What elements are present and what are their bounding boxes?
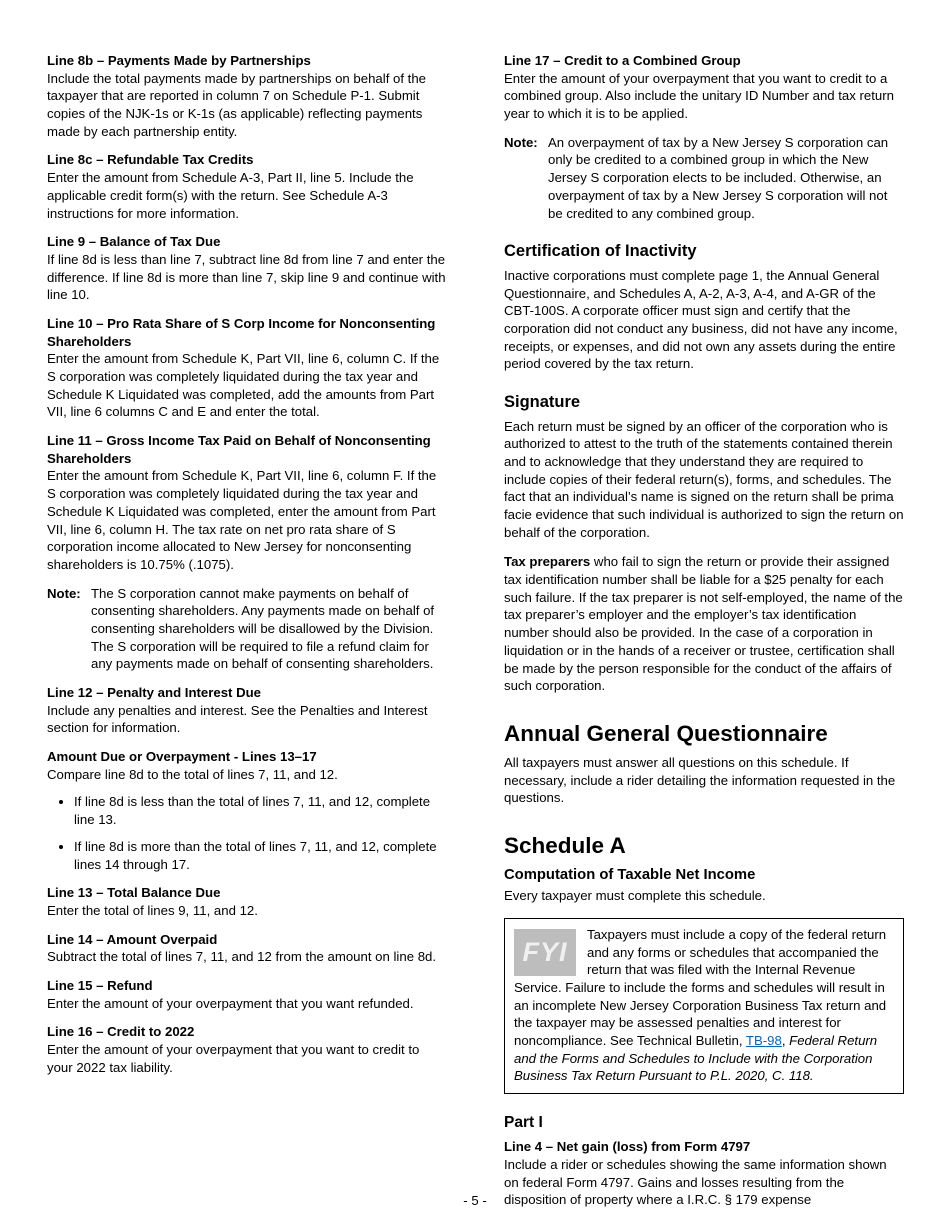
left-column	[47, 52, 447, 1209]
fyi-italic-title: Federal Return and the Forms and Schedules to Include with the Corporation Business Tax Return Pursuant to P.L. 2020, C. 118.	[514, 1032, 878, 1084]
tax-preparers-text: who fail to sign the return or provide their assigned tax identification number shall be liable for a $25 penalty for each such failure. If the tax preparer is not self-employed, the name of the tax preparer’s employer and the employer’s tax identification number should also be provided. In the case of a corporation in liquidation or in the hands of a receiver or trustee, certification shall be made by the person responsible for the conduct of the affairs of such corporation.	[504, 554, 903, 694]
heading-line-13: Line 13 – Total Balance Due	[47, 885, 221, 901]
heading-annual-general-questionnaire: Annual General Questionnaire	[504, 720, 828, 746]
heading-computation-taxable-net-income: Computation of Taxable Net Income	[504, 866, 756, 883]
bullet-item-less-than: • If line 8d is less than the total of lines 7, 11, and 12, complete line 13.	[74, 793, 447, 828]
heading-certification-of-inactivity: Certification of Inactivity	[504, 242, 697, 261]
note-label: Note:	[47, 585, 81, 601]
fyi-icon	[514, 929, 576, 976]
fyi-text-after-link: ,	[781, 1032, 790, 1048]
para-signature-1: Each return must be signed by an officer of the corporation who is authorized to attest to the truth of the statements contained therein and to acknowledge that they understand they are required to include copies of their federal return(s), forms, and schedules. The fact that an individual’s name is signed on the return shall be prima facie evidence that such individual is authorized to sign the return on behalf of the corporation.	[504, 418, 904, 540]
heading-line-15: Line 15 – Refund	[47, 977, 153, 993]
para-amount-due: Compare line 8d to the total of lines 7, 11, and 12.	[47, 766, 338, 782]
note-text: The S corporation cannot make payments on behalf of consenting shareholders. Any payments made on behalf of consenting shareholders will be disallowed by the Division. The S corporation will be required to file a refund claim for any payments made on behalf of consenting shareholders.	[91, 585, 435, 672]
para-line-12: Include any penalties and interest. See the Penalties and Interest section for information.	[47, 702, 428, 736]
heading-amount-due: Amount Due or Overpayment - Lines 13–17	[47, 749, 317, 765]
right-column	[504, 52, 904, 1209]
heading-schedule-a: Schedule A	[504, 832, 626, 858]
note-label: Note:	[504, 134, 538, 150]
heading-line-14: Line 14 – Amount Overpaid	[47, 931, 218, 947]
para-line-10: Enter the amount from Schedule K, Part VII, line 6, column C. If the S corporation was completely liquidated during the tax year and Schedule K Liquidated was completed, add the amounts from Part VII, line 6 columns C and E and enter the total.	[47, 351, 440, 420]
note-block-combined-group	[504, 134, 904, 222]
amount-due-bullet-list	[47, 793, 447, 873]
heading-part-1: Part I	[504, 1114, 543, 1132]
para-line-11: Enter the amount from Schedule K, Part VII, line 6, column F. If the S corporation was completely liquidated during the tax year and Schedule K Liquidated was completed, enter the amount from Part VII, line 6, column H. The tax rate on net pro rata share of S corporation income allocated to New Jersey for nonconsenting shareholders is 10.75% (.1075).	[47, 468, 437, 572]
para-certification: Inactive corporations must complete page 1, the Annual General Questionnaire, and Schedules A, A-2, A-3, A-4, and A-GR of the CBT-100S. A corporate officer must sign and certify that the corporation did not conduct any business, did not have any income, receipts, or expenses, and did not own any assets during the entire period covered by the tax return.	[504, 267, 898, 372]
note-text: An overpayment of tax by a New Jersey S corporation can only be credited to a combined group in which the New Jersey S corporation elects to be included. Otherwise, an overpayment of tax by a New Jersey S corporation will not be credited to any combined group.	[548, 134, 889, 221]
tax-preparers-lead: Tax preparers	[504, 554, 591, 570]
tb-98-link[interactable]: TB-98	[745, 1032, 782, 1048]
fyi-icon-label: FYI	[522, 937, 568, 968]
para-questionnaire: All taxpayers must answer all questions on this schedule. If necessary, include a rider detailing the information requested in the questions.	[504, 754, 896, 806]
heading-line-17: Line 17 – Credit to a Combined Group	[504, 53, 741, 68]
para-line-15: Enter the amount of your overpayment that you want refunded.	[47, 995, 414, 1011]
para-line-4: Include a rider or schedules showing the same information shown on federal Form 4797. Gains and losses resulting from the disposition of property where a I.R.C. § 179 expense	[504, 1156, 887, 1208]
heading-line-9: Line 9 – Balance of Tax Due	[47, 234, 221, 250]
fyi-text-before-link: Taxpayers must include a copy of the federal return and any forms or schedules that accompanied the return that was filed with the Internal Revenue Service. Failure to include the forms and schedules will result in an incomplete New Jersey Corporation Business Tax return and the taxpayer may be assessed penalties and interest for noncompliance. See Technical Bulletin,	[514, 926, 887, 1048]
heading-line-8c: Line 8c – Refundable Tax Credits	[47, 152, 254, 168]
page-number: - 5 -	[463, 1193, 487, 1208]
para-tax-preparers	[504, 553, 904, 695]
note-block-nonconsenting	[47, 585, 447, 673]
para-line-17: Enter the amount of your overpayment that you want to credit to a combined group. Also include the unitary ID Number and tax return year to which it is to be applied.	[504, 70, 894, 122]
heading-line-11: Line 11 – Gross Income Tax Paid on Behalf of Nonconsenting Shareholders	[47, 433, 431, 466]
heading-line-4: Line 4 – Net gain (loss) from Form 4797	[504, 1139, 751, 1155]
heading-line-8b: Line 8b – Payments Made by Partnerships	[47, 53, 311, 68]
two-column-layout	[47, 52, 904, 1209]
para-line-16: Enter the amount of your overpayment that you want to credit to your 2022 tax liability.	[47, 1042, 420, 1075]
para-line-13: Enter the total of lines 9, 11, and 12.	[47, 902, 258, 918]
heading-line-16: Line 16 – Credit to 2022	[47, 1024, 195, 1040]
para-schedule-a: Every taxpayer must complete this schedule.	[504, 888, 766, 904]
para-line-8c: Enter the amount from Schedule A-3, Part II, line 5. Include the applicable credit form(s) with the return. See Schedule A-3 instructions for more information.	[47, 170, 414, 221]
heading-line-10: Line 10 – Pro Rata Share of S Corp Income for Nonconsenting Shareholders	[47, 315, 436, 349]
heading-signature: Signature	[504, 392, 581, 411]
fyi-box	[504, 918, 904, 1094]
para-line-14: Subtract the total of lines 7, 11, and 12 from the amount on line 8d.	[47, 949, 437, 965]
heading-line-12: Line 12 – Penalty and Interest Due	[47, 685, 262, 700]
bullet-item-more-than: • If line 8d is more than the total of lines 7, 11, and 12, complete lines 14 through 17.	[74, 838, 447, 873]
para-line-9: If line 8d is less than line 7, subtract line 8d from line 7 and enter the difference. If line 8d is more than line 7, skip line 9 and continue with line 10.	[47, 251, 446, 303]
para-line-8b: Include the total payments made by partnerships on behalf of the taxpayer that are reported in column 7 on Schedule P-1. Submit copies of the NJK-1s or K-1s (as applicable) reflecting payments made by each partnership entity.	[47, 70, 427, 139]
